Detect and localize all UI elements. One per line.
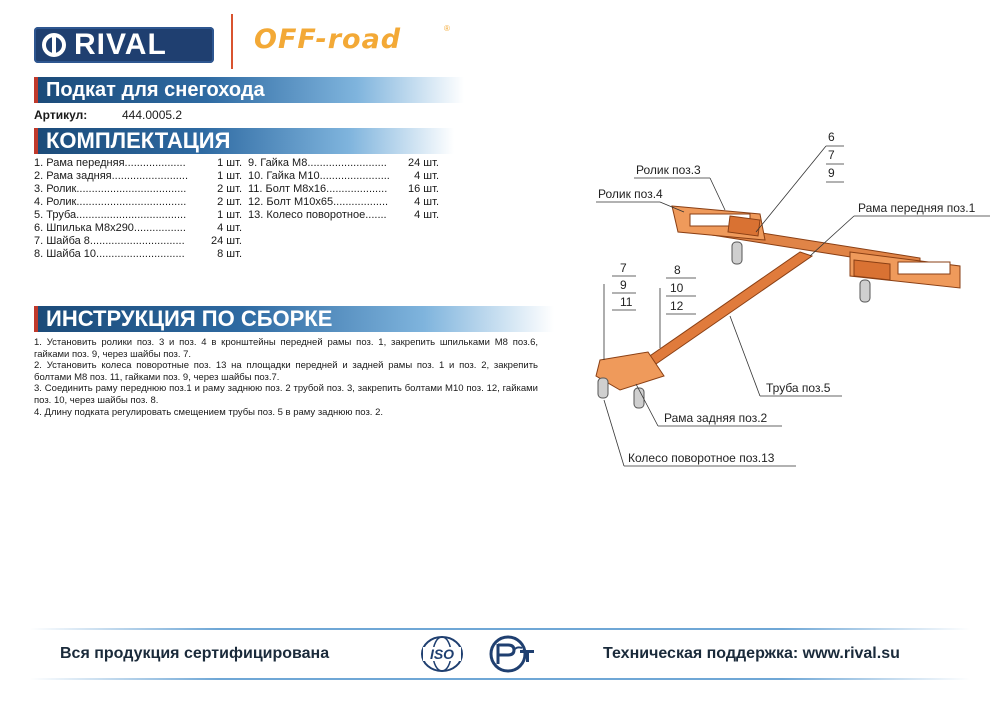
kit-item-qty: 4 шт. <box>414 170 439 182</box>
footer-divider-bottom <box>30 678 970 680</box>
rival-logo <box>34 27 214 63</box>
kit-item-qty: 2 шт. <box>217 196 242 208</box>
kit-item-name: 9. Гайка М8.......................... <box>248 157 387 169</box>
callout-9: 9 <box>828 166 835 180</box>
kit-item-name: 1. Рама передняя.................... <box>34 157 186 169</box>
callout-10: 10 <box>670 281 684 295</box>
tube-label: Труба поз.5 <box>766 381 831 395</box>
page-title-banner <box>34 77 464 103</box>
kit-item-qty: 1 шт. <box>217 170 242 182</box>
kit-item-name: 12. Болт М10х65.................. <box>248 196 389 208</box>
kit-heading: КОМПЛЕКТАЦИЯ <box>46 128 231 153</box>
kit-item-name: 4. Ролик.................................... <box>34 196 187 208</box>
wheel-label: Колесо поворотное поз.13 <box>628 451 775 465</box>
callout-6: 6 <box>828 130 835 144</box>
page-title: Подкат для снегохода <box>46 79 265 101</box>
instructions-heading: ИНСТРУКЦИЯ ПО СБОРКЕ <box>46 306 333 331</box>
instruction-step: 1. Установить ролики поз. 3 и поз. 4 в кронштейны передней рамы поз. 1, закрепить шпильками М8 поз.6, гайками поз. 9, через шайбы поз. 7. <box>34 337 538 360</box>
kit-item-name: 5. Труба.................................... <box>34 209 187 221</box>
rival-emblem-icon <box>40 31 68 59</box>
footer-divider-top <box>30 628 970 630</box>
kit-item-qty: 1 шт. <box>217 209 242 221</box>
instructions-heading-banner <box>34 306 554 332</box>
instruction-step: 3. Соединить раму переднюю поз.1 и раму заднюю поз. 2 трубой поз. 3, закрепить болтами М10 поз. 12, гайками поз. 10, через шайбы поз. 8. <box>34 383 538 406</box>
callout-11-left: 11 <box>620 295 633 309</box>
kit-item-name: 3. Ролик.................................... <box>34 183 187 195</box>
rear-frame-label: Рама задняя поз.2 <box>664 411 768 425</box>
callout-7: 7 <box>828 148 835 162</box>
kit-item-qty: 8 шт. <box>217 248 242 260</box>
callout-12: 12 <box>670 299 684 313</box>
kit-item-name: 7. Шайба 8............................... <box>34 235 185 247</box>
article-label: Артикул: <box>34 108 88 122</box>
offroad-logo: OFF-road <box>254 24 402 55</box>
roller4-label: Ролик поз.4 <box>598 187 663 201</box>
registered-mark: ® <box>444 24 450 33</box>
roller3-label: Ролик поз.3 <box>636 163 701 177</box>
instructions-text <box>34 337 538 418</box>
kit-item-qty: 4 шт. <box>414 196 439 208</box>
certification-text: Вся продукция сертифицирована <box>60 645 330 662</box>
assembly-diagram <box>560 120 1000 480</box>
kit-item-qty: 16 шт. <box>408 183 439 195</box>
kit-item-qty: 4 шт. <box>217 222 242 234</box>
callout-8: 8 <box>674 263 681 277</box>
kit-item-name: 2. Рама задняя......................... <box>34 170 189 182</box>
front-frame-label: Рама передняя поз.1 <box>858 201 976 215</box>
kit-heading-banner <box>34 128 454 154</box>
kit-item-name: 8. Шайба 10............................. <box>34 248 185 260</box>
kit-item-name: 13. Колесо поворотное....... <box>248 209 387 221</box>
iso-logo-icon <box>417 634 467 674</box>
callout-9-left: 9 <box>620 278 627 292</box>
iso-text: ISO <box>429 646 455 662</box>
callout-7-left: 7 <box>620 261 627 275</box>
instruction-step: 4. Длину подката регулировать смещением трубы поз. 5 в раму заднюю поз. 2. <box>34 406 384 418</box>
instruction-step: 2. Установить колеса поворотные поз. 13 на площадки передней и задней рамы поз. 1 и поз. 2, закрепить болтами М8 поз. 11, гайками поз. 9, через шайбы поз.7. <box>34 360 538 383</box>
pct-logo-icon <box>484 634 536 674</box>
logo-divider <box>231 14 233 69</box>
kit-item-name: 10. Гайка М10....................... <box>248 170 390 182</box>
callout-labels <box>598 130 976 465</box>
article-value: 444.0005.2 <box>122 108 183 122</box>
kit-item-qty: 4 шт. <box>414 209 439 221</box>
kit-item-name: 6. Шпилька М8х290................. <box>34 222 186 234</box>
kit-item-name: 11. Болт М8х16.................... <box>248 183 388 195</box>
kit-item-qty: 2 шт. <box>217 183 242 195</box>
support-text: Техническая поддержка: www.rival.su <box>603 645 900 662</box>
kit-item-qty: 24 шт. <box>211 235 242 247</box>
kit-item-qty: 1 шт. <box>217 157 242 169</box>
dolly-illustration <box>596 206 960 408</box>
kit-item-qty: 24 шт. <box>408 157 439 169</box>
brand-text: RIVAL <box>74 28 167 61</box>
